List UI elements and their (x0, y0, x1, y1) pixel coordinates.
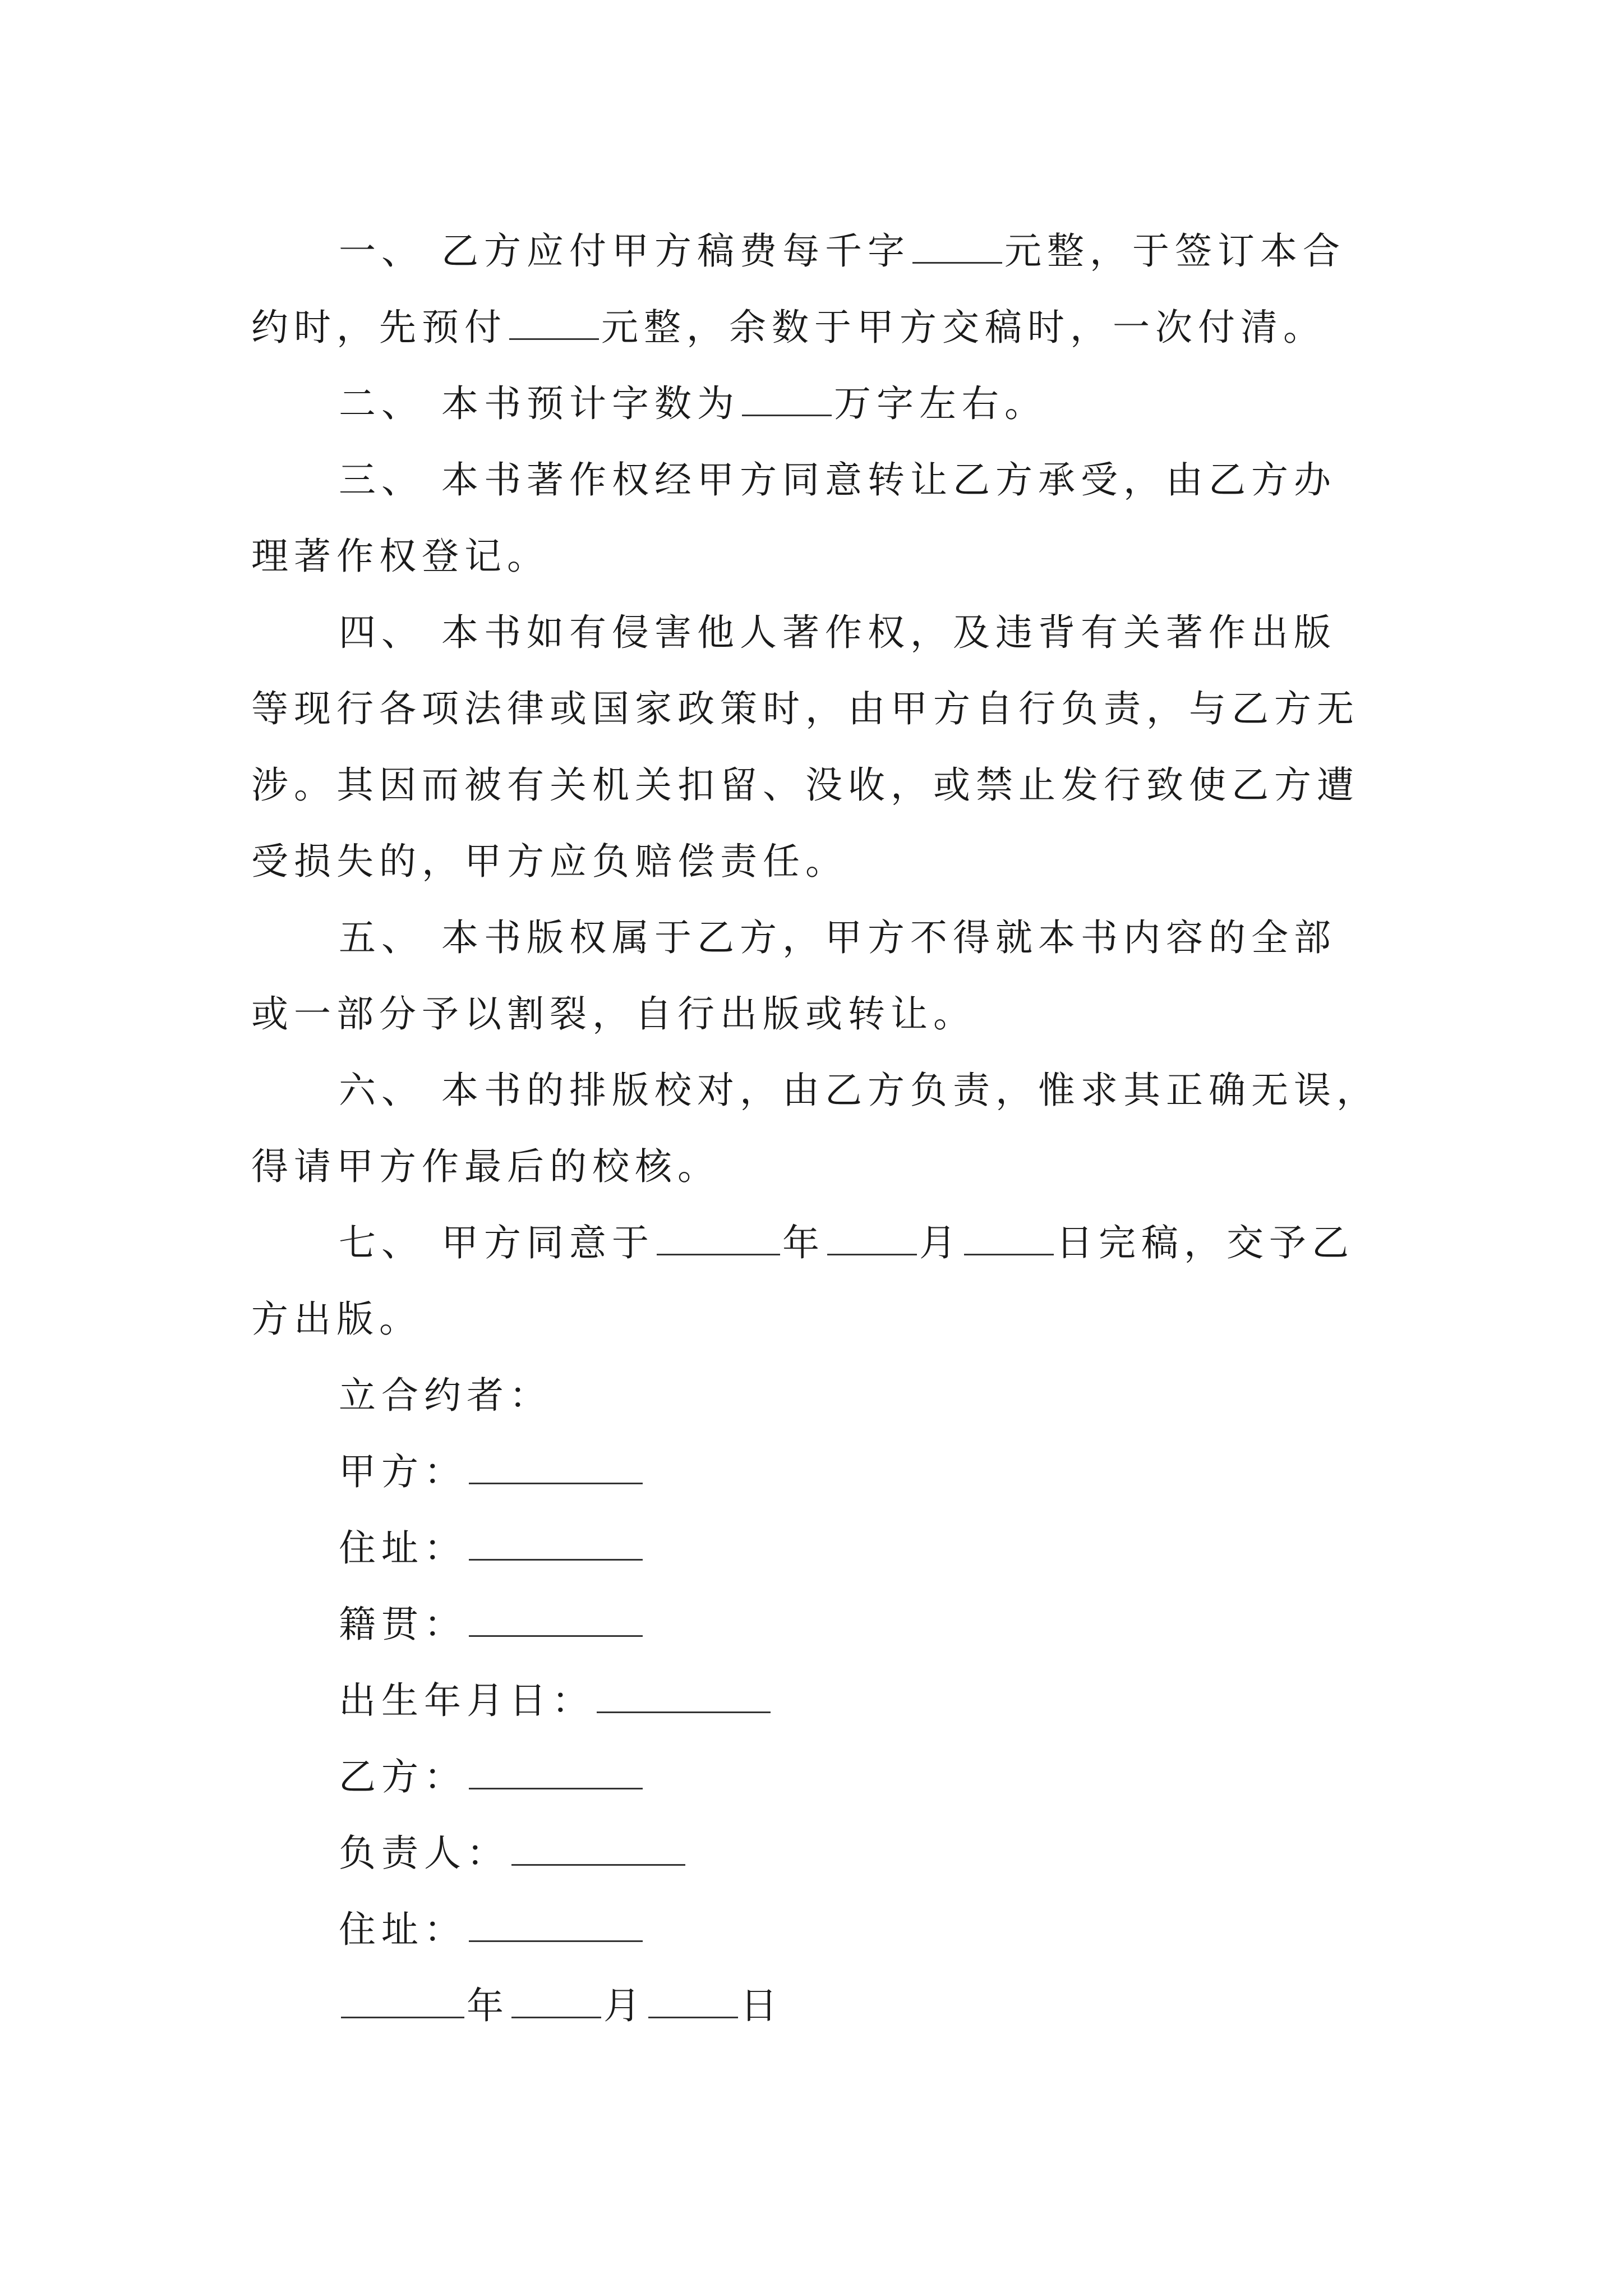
clause-text: 五、 本书版权属于乙方，甲方不得就本书内容的全部 (339, 916, 1336, 959)
clause-1-line-2 (251, 289, 1395, 366)
clause-text: 六、 本书的排版校对，由乙方负责，惟求其正确无误， (339, 1069, 1379, 1112)
signing-day-blank[interactable] (648, 1980, 738, 2018)
party-a-birthdate-blank[interactable] (597, 1674, 771, 1713)
signing-day-label: 日 (740, 1984, 783, 2027)
party-a-address-blank[interactable] (469, 1522, 643, 1561)
party-b-representative-row (251, 1815, 1395, 1892)
clause-text: 元整，余数于甲方交稿时，一次付清。 (601, 306, 1326, 349)
party-b-representative-blank[interactable] (511, 1827, 685, 1866)
party-b-row (251, 1739, 1395, 1815)
signature-heading (251, 1358, 1395, 1434)
signature-heading-text: 立合约者： (339, 1374, 552, 1417)
clause-4-line-3 (251, 747, 1395, 823)
clause-4-line-1 (251, 595, 1395, 671)
party-b-address-label: 住址： (339, 1908, 467, 1951)
word-count-blank[interactable] (742, 378, 832, 416)
clause-3-line-2 (251, 518, 1395, 595)
clause-text: 一、 乙方应付甲方稿费每千字 (339, 229, 910, 273)
clause-5-line-1 (251, 900, 1395, 976)
completion-year-blank[interactable] (657, 1217, 780, 1255)
completion-month-blank[interactable] (827, 1217, 917, 1255)
signing-month-label: 月 (603, 1984, 646, 2027)
clause-7-line-1 (251, 1205, 1395, 1281)
signing-date-row (251, 1968, 1395, 2044)
clause-7-line-2 (251, 1281, 1395, 1358)
party-a-origin-blank[interactable] (469, 1598, 643, 1637)
party-b-representative-label: 负责人： (339, 1832, 509, 1875)
clause-4-line-4 (251, 823, 1395, 900)
clause-text: 约时，先预付 (251, 306, 507, 349)
party-a-blank[interactable] (469, 1446, 643, 1484)
clause-text: 万字左右。 (833, 382, 1047, 425)
party-a-address-label: 住址： (339, 1526, 467, 1570)
clause-text: 涉。其因而被有关机关扣留、没收，或禁止发行致使乙方遭 (251, 763, 1359, 807)
clause-2-line-1 (251, 366, 1395, 442)
party-a-origin-label: 籍贯： (339, 1603, 467, 1646)
clause-text: 四、 本书如有侵害他人著作权，及违背有关著作出版 (339, 611, 1336, 654)
clause-6-line-2 (251, 1129, 1395, 1205)
clause-text: 年 (782, 1221, 825, 1264)
signing-year-blank[interactable] (341, 1980, 464, 2018)
clause-5-line-2 (251, 976, 1395, 1052)
fee-per-thousand-blank[interactable] (912, 225, 1002, 264)
signing-month-blank[interactable] (511, 1980, 601, 2018)
clause-6-line-1 (251, 1052, 1395, 1129)
clause-text: 受损失的，甲方应负赔偿责任。 (251, 840, 848, 883)
clause-text: 七、 甲方同意于 (339, 1221, 654, 1264)
party-a-row (251, 1434, 1395, 1510)
clause-1-line-1 (251, 213, 1395, 289)
completion-day-blank[interactable] (964, 1217, 1054, 1255)
party-b-address-row (251, 1892, 1395, 1968)
clause-text: 方出版。 (251, 1297, 422, 1341)
prepayment-blank[interactable] (509, 301, 599, 340)
party-a-label: 甲方： (339, 1450, 467, 1493)
party-a-birthdate-label: 出生年月日： (339, 1679, 594, 1722)
clause-text: 日完稿，交予乙 (1055, 1221, 1354, 1264)
clause-4-line-2 (251, 671, 1395, 747)
clause-text: 三、 本书著作权经甲方同意转让乙方承受，由乙方办 (339, 458, 1336, 501)
party-b-address-blank[interactable] (469, 1903, 643, 1942)
clause-text: 月 (919, 1221, 962, 1264)
party-b-blank[interactable] (469, 1751, 643, 1789)
clause-text: 理著作权登记。 (251, 535, 550, 578)
signing-year-label: 年 (467, 1984, 509, 2027)
party-b-label: 乙方： (339, 1755, 467, 1798)
party-a-origin-row (251, 1586, 1395, 1663)
party-a-address-row (251, 1510, 1395, 1586)
clause-text: 得请甲方作最后的校核。 (251, 1145, 720, 1188)
clause-text: 二、 本书预计字数为 (339, 382, 740, 425)
contract-body (251, 213, 1395, 2044)
clause-text: 等现行各项法律或国家政策时，由甲方自行负责，与乙方无 (251, 687, 1359, 730)
party-a-birthdate-row (251, 1663, 1395, 1739)
clause-3-line-1 (251, 442, 1395, 518)
clause-text: 元整，于签订本合 (1004, 229, 1345, 273)
clause-text: 或一部分予以割裂，自行出版或转让。 (251, 992, 976, 1036)
